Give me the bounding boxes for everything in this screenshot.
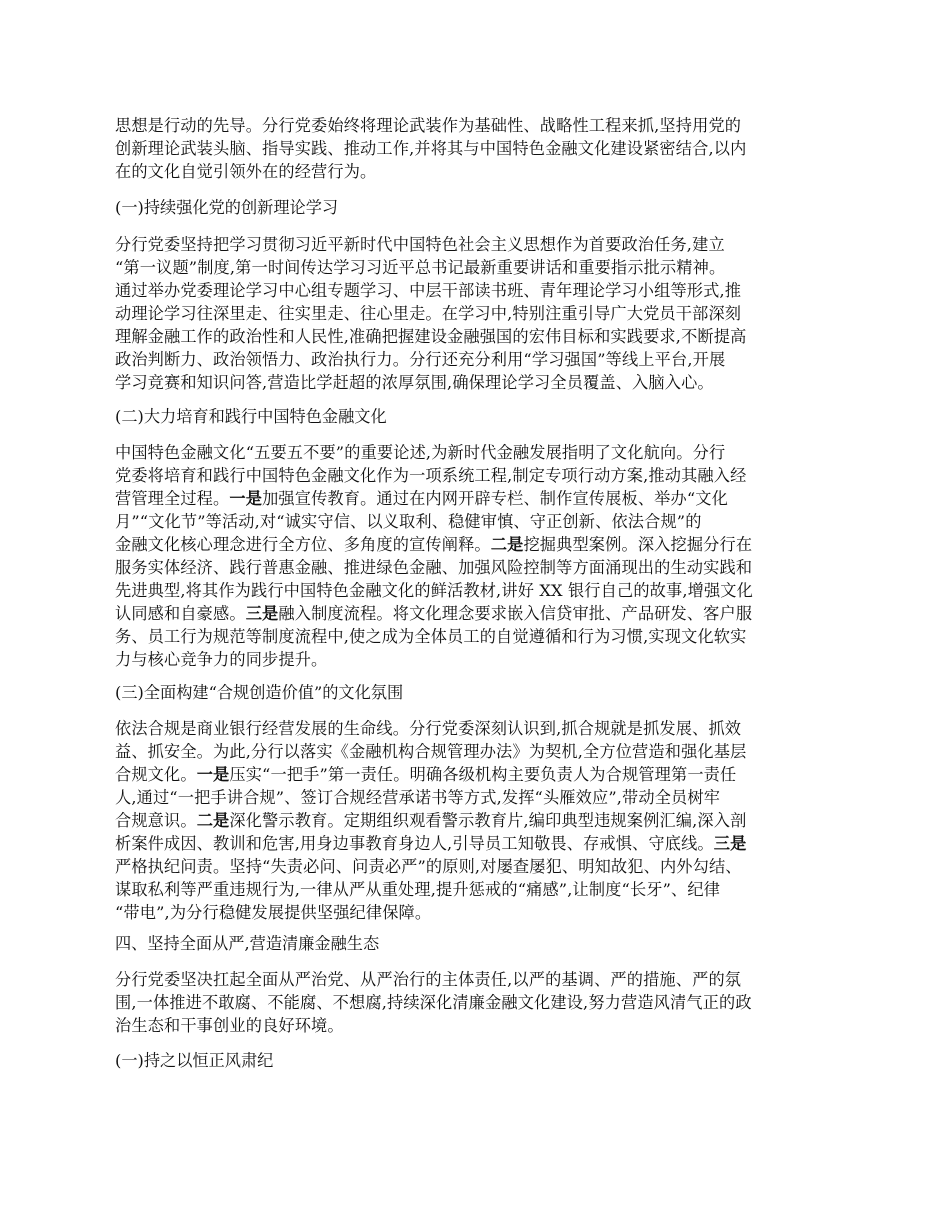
text-line: “带电”,为分行稳健发展提供坚强纪律保障。 — [115, 903, 432, 922]
text-line: 月”“文化节”等活动,对“诚实守信、以义取利、稳健审慎、守正创新、依法合规”的 — [115, 512, 702, 531]
text-line — [115, 809, 840, 832]
text-line: 分行党委坚决扛起全面从严治党、从严治行的主体责任,以严的基调、严的措施、严的氛 — [115, 970, 742, 989]
text-line: 先进典型,将其作为践行中国特色金融文化的鲜活教材,讲好 XX 银行自己的故事,增强文化 — [115, 581, 753, 600]
text-line: 政治判断力、政治领悟力、政治执行力。分行还充分利用“学习强国”等线上平台,开展 — [115, 350, 726, 369]
text-run: 压实“一把手”第一责任。明确各级机构主要负责人为合规管理第一责任 — [229, 765, 737, 784]
text-run: 挖掘典型案例。深入挖掘分行在 — [523, 535, 753, 554]
emphasis-marker: 二是 — [490, 535, 524, 554]
paragraph-financial-culture — [115, 441, 840, 671]
emphasis-marker: 一是 — [196, 765, 230, 784]
text-line: 思想是行动的先导。分行党委始终将理论武装作为基础性、战略性工程来抓,坚持用党的 — [115, 116, 742, 135]
text-line — [115, 602, 840, 625]
text-run: 析案件成因、教训和危害,用身边事教育身边人,引导员工知敬畏、存戒惧、守底线。 — [115, 834, 714, 853]
emphasis-marker: 一是 — [229, 489, 263, 508]
text-run: 金融文化核心理念进行全方位、多角度的宣传阐释。 — [115, 535, 491, 554]
text-line: 理解金融工作的政治性和人民性,准确把握建设金融强国的宏伟目标和实践要求,不断提高 — [115, 327, 747, 346]
section-heading-5: (一)持之以恒正风肃纪 — [115, 1051, 274, 1070]
paragraph-intro — [115, 114, 840, 183]
text-line: 益、抓安全。为此,分行以落实《金融机构合规管理办法》为契机,全方位营造和强化基层 — [115, 742, 747, 761]
text-line: 动理论学习往深里走、往实里走、往心里走。在学习中,特别注重引导广大党员干部深刻 — [115, 304, 742, 323]
text-line — [115, 832, 840, 855]
text-run: 认同感和自豪感。 — [115, 604, 246, 623]
text-line: 中国特色金融文化“五要五不要”的重要论述,为新时代金融发展指明了文化航向。分行 — [115, 443, 726, 462]
text-line: 谋取私利等严重违规行为,一律从严从重处理,提升惩戒的“痛感”,让制度“长牙”、纪律 — [115, 880, 721, 899]
text-line: “第一议题”制度,第一时间传达学习习近平总书记最新重要讲话和重要指示批示精神。 — [115, 258, 726, 277]
text-line: 在的文化自觉引领外在的经营行为。 — [115, 162, 377, 181]
text-line: 人,通过“一把手讲合规”、签订合规经营承诺书等方式,发挥“头雁效应”,带动全员树牢 — [115, 788, 721, 807]
text-line — [115, 533, 840, 556]
section-heading-2: (二)大力培育和践行中国特色金融文化 — [115, 407, 387, 426]
paragraph-theory-study — [115, 233, 840, 394]
text-line: 严格执纪问责。坚持“失责必问、问责必严”的原则,对屡查屡犯、明知故犯、内外勾结、 — [115, 857, 742, 876]
text-line: 服务实体经济、践行普惠金融、推进绿色金融、加强风险控制等方面涌现出的生动实践和 — [115, 558, 753, 577]
paragraph-compliance — [115, 717, 840, 924]
section-heading-1: (一)持续强化党的创新理论学习 — [115, 198, 339, 217]
text-run: 合规文化。 — [115, 765, 197, 784]
text-line: 分行党委坚持把学习贯彻习近平新时代中国特色社会主义思想作为首要政治任务,建立 — [115, 235, 725, 254]
text-run: 营管理全过程。 — [115, 489, 230, 508]
section-heading-3: (三)全面构建“合规创造价值”的文化氛围 — [115, 683, 404, 702]
text-line: 依法合规是商业银行经营发展的生命线。分行党委深刻认识到,抓合规就是抓发展、抓效 — [115, 719, 742, 738]
text-line: 务、员工行为规范等制度流程中,使之成为全体员工的自觉遵循和行为习惯,实现文化软实 — [115, 627, 747, 646]
text-run: 融入制度流程。将文化理念要求嵌入信贷审批、产品研发、客户服 — [278, 604, 753, 623]
text-line: 通过举办党委理论学习中心组专题学习、中层干部读书班、青年理论学习小组等形式,推 — [115, 281, 742, 300]
section-heading-4: 四、坚持全面从严,营造清廉金融生态 — [115, 934, 380, 953]
paragraph-clean-governance — [115, 968, 840, 1037]
text-run: 深化警示教育。定期组织观看警示教育片,编印典型违规案例汇编,深入剖 — [229, 811, 747, 830]
text-line: 治生态和干事创业的良好环境。 — [115, 1016, 344, 1035]
text-line — [115, 487, 840, 510]
text-line: 党委将培育和践行中国特色金融文化作为一项系统工程,制定专项行动方案,推动其融入经 — [115, 466, 747, 485]
emphasis-marker: 二是 — [196, 811, 230, 830]
text-run: 加强宣传教育。通过在内网开辟专栏、制作宣传展板、举办“文化 — [262, 489, 728, 508]
text-run: 合规意识。 — [115, 811, 197, 830]
emphasis-marker: 三是 — [713, 834, 747, 853]
text-line: 围,一体推进不敢腐、不能腐、不想腐,持续深化清廉金融文化建设,努力营造风清气正的政 — [115, 993, 752, 1012]
text-line — [115, 763, 840, 786]
text-line: 力与核心竞争力的同步提升。 — [115, 650, 328, 669]
emphasis-marker: 三是 — [245, 604, 279, 623]
text-line: 创新理论武装头脑、指导实践、推动工作,并将其与中国特色金融文化建设紧密结合,以内 — [115, 139, 747, 158]
text-line: 学习竞赛和知识问答,营造比学赶超的浓厚氛围,确保理论学习全员覆盖、入脑入心。 — [115, 373, 714, 392]
